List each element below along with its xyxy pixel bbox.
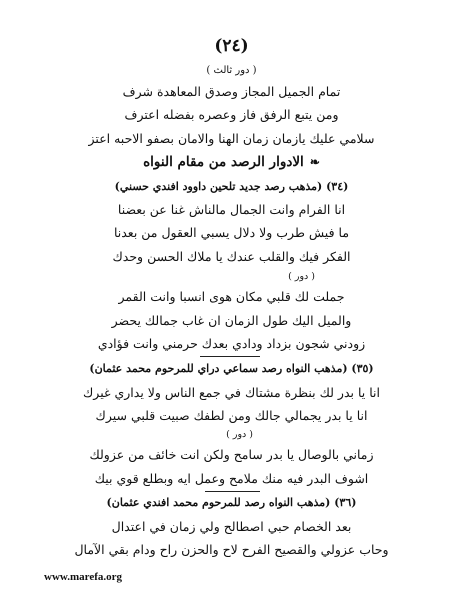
verse-line: جملت لك قلبي مكان هوى انسبا وانت القمر [118, 289, 345, 304]
verse-marker: ( دور ) [288, 271, 315, 282]
verse-line: انا يا بدر لك بنظرة مشتاك في جمع الناس ولا يداري غيرك [83, 385, 380, 400]
verse-line: بعد الخصام حبي اصطالح ولي زمان في اعتدال [111, 519, 352, 534]
divider [200, 356, 260, 357]
verse-line: وحاب عزولي والقصيح الفرح لاح والحزن راح ودام بقي الآمال [74, 542, 389, 557]
divider [205, 491, 260, 492]
verse-line: زماني بالوصال يا بدر سامح ولكن انت خائف من عزولك [89, 447, 374, 462]
verse-line: ما فيش طرب ولا دلال يسبي العقول من بعدنا [113, 225, 350, 240]
subheading-third-verse: ( دور ثالث ) [206, 65, 257, 76]
verse-line: ومن يتبع الرفق فاز وعصره بفضله اعترف [124, 107, 339, 122]
verse-line: الفكر فيك والقلب عندك يا ملاك الحسن وحدك [112, 249, 351, 264]
verse-line: زودني شجون بزداد ودادي بعدك حرمني وانت فؤادي [97, 336, 366, 351]
footer-url: www.marefa.org [44, 571, 122, 583]
ornament-icon: ❧ [309, 155, 320, 169]
verse-line: سلامي عليك يازمان زمان الهنا والامان بصفو الاحبه اعتز [88, 131, 375, 146]
section-heading: (٣٦) (مذهب النواه رصد للمرحوم محمد افندي عثمان) [106, 496, 357, 509]
page-number: (٢٤) [214, 36, 249, 56]
section-title-text: الادوار الرصد من مقام النواه [143, 154, 304, 170]
verse-line: انا يا بدر يجمالي جالك ومن لطفك صبيت قلبي سيرك [95, 408, 368, 423]
section-heading: (٣٤) (مذهب رصد جديد تلحين داوود افندي حسني) [114, 180, 349, 193]
verse-marker: ( دور ) [226, 429, 253, 440]
section-heading: (٣٥) (مذهب النواه رصد سماعي دراي للمرحوم محمد عثمان) [89, 362, 374, 375]
verse-line: تمام الجميل المجاز وصدق المعاهدة شرف [122, 84, 341, 99]
verse-line: والميل اليك طول الزمان ان غاب جمالك يحضر [111, 313, 352, 328]
verse-line: اشوف البدر فيه منك ملامح وعمل ايه وبطلع قوي بيك [94, 471, 369, 486]
section-title [0, 156, 463, 170]
verse-line: انا الفرام وانت الجمال مالناش غنا عن بعضنا [117, 202, 346, 217]
